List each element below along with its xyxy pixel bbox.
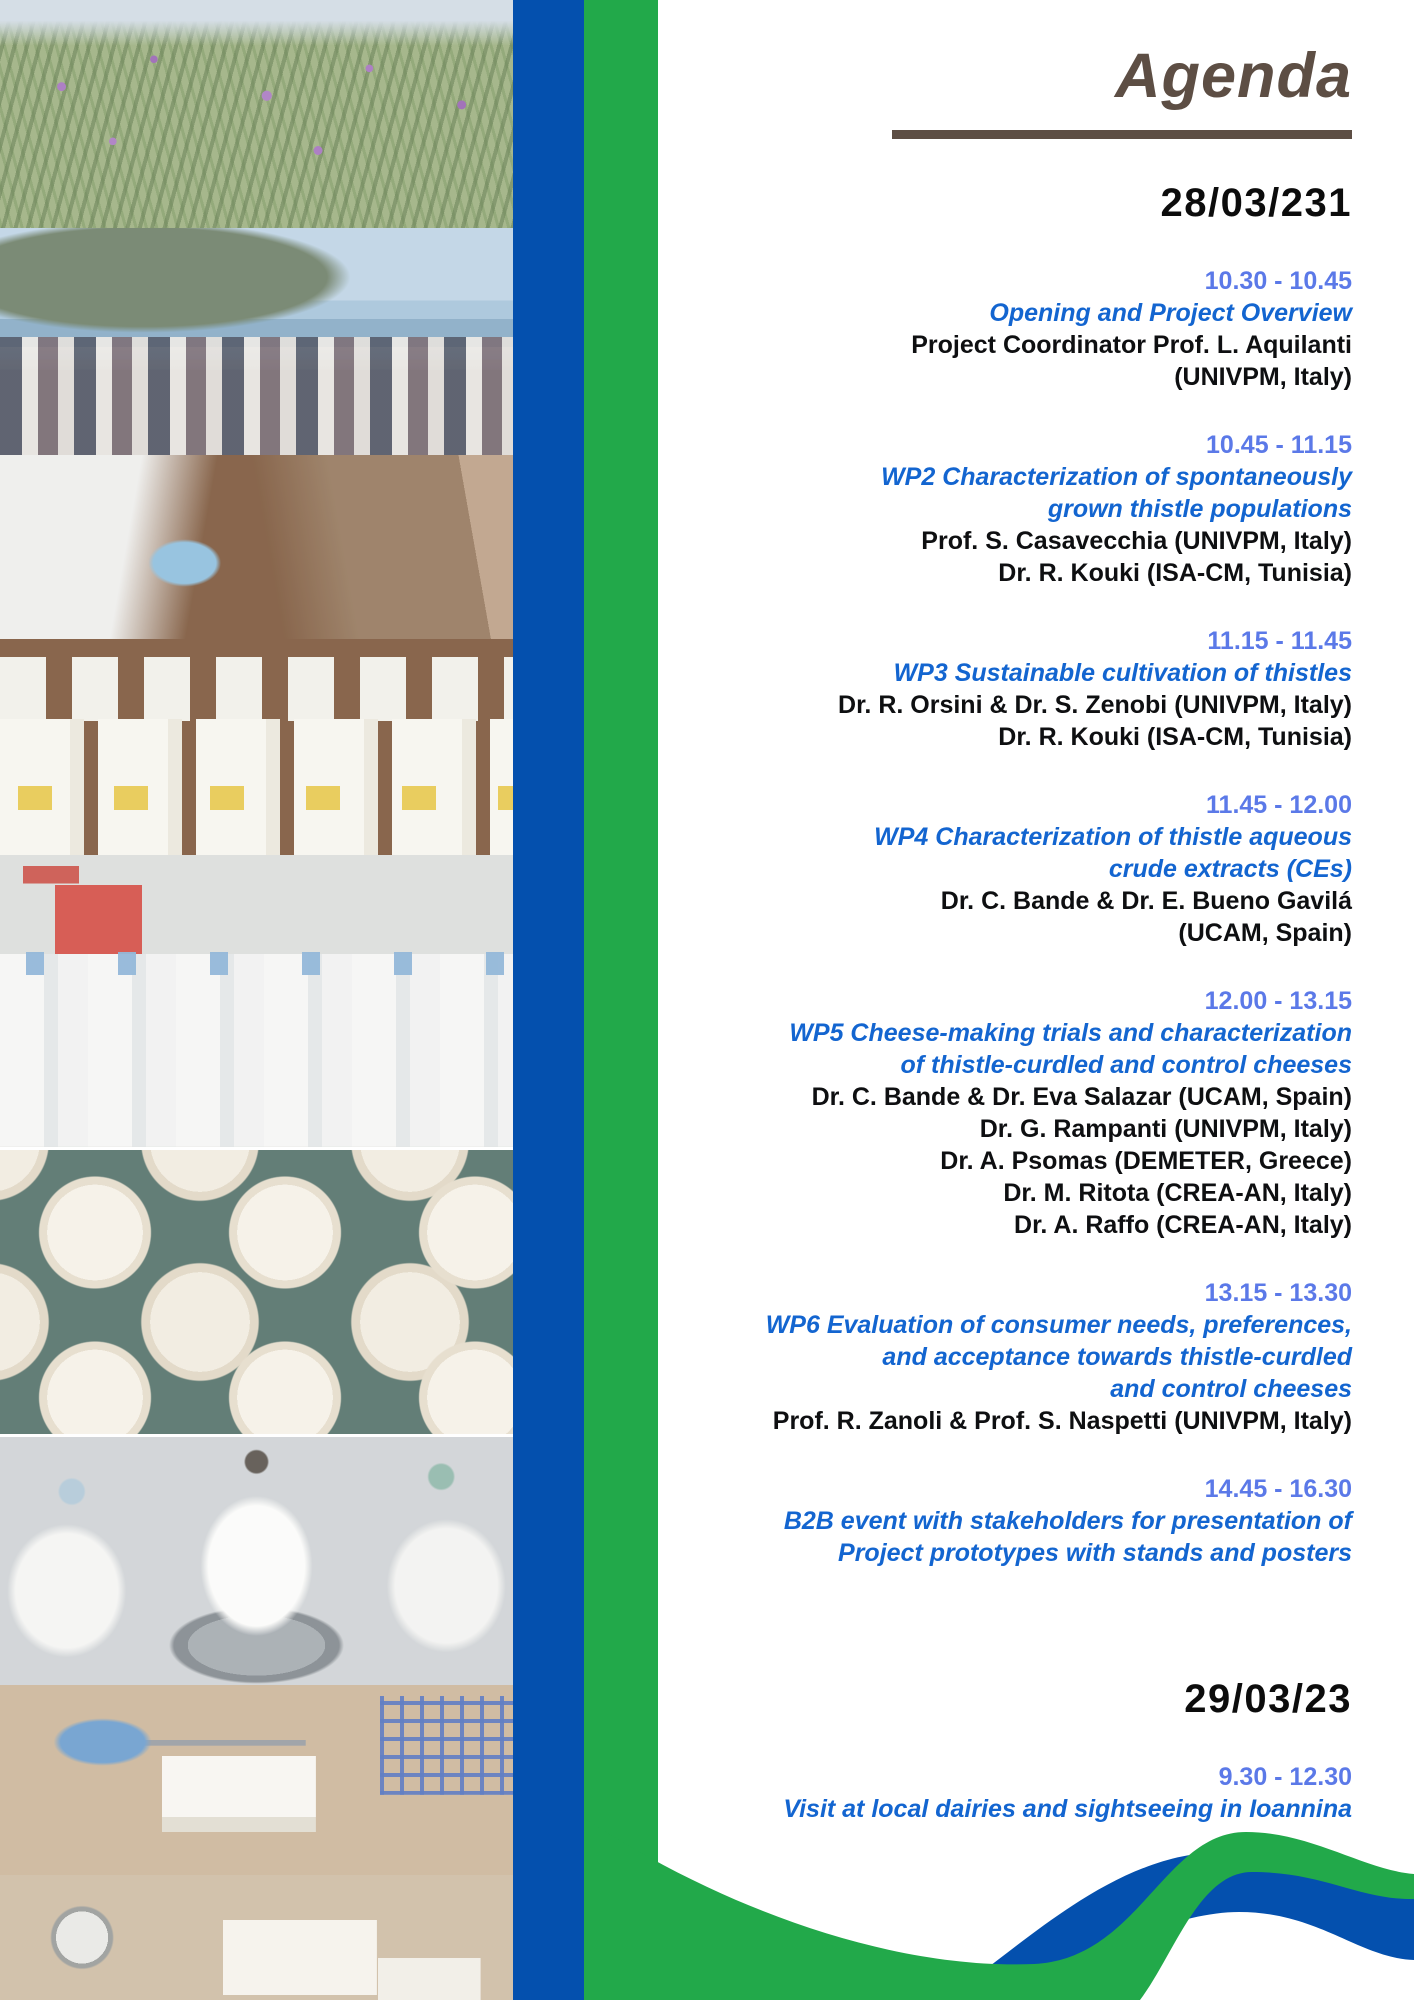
session-title-line: of thistle-curdled and control cheeses <box>900 1051 1352 1079</box>
photo-wrapped-cheeses <box>0 1150 513 1437</box>
title-underline <box>892 130 1352 139</box>
session-title-line: WP6 Evaluation of consumer needs, preferences, <box>765 1311 1352 1339</box>
session-speaker-line: Dr. R. Orsini & Dr. S. Zenobi (UNIVPM, Italy) <box>838 691 1352 719</box>
session-title <box>658 461 1352 525</box>
day-date: 28/03/231 <box>1160 181 1352 225</box>
day-date: 29/03/23 <box>1184 1677 1352 1721</box>
session-title <box>658 297 1352 329</box>
session-title <box>658 1017 1352 1081</box>
session-speaker-line: Dr. G. Rampanti (UNIVPM, Italy) <box>979 1115 1352 1143</box>
session-title-line: Project prototypes with stands and posters <box>838 1539 1352 1567</box>
session-title-line: Opening and Project Overview <box>989 299 1352 327</box>
session-speaker-line: Prof. R. Zanoli & Prof. S. Naspetti (UNIVPM, Italy) <box>772 1407 1352 1435</box>
session-speakers <box>658 689 1352 753</box>
session-time: 11.15 - 11.45 <box>1207 627 1352 655</box>
photo-thistle-field <box>0 0 513 228</box>
agenda-day <box>658 177 1352 1569</box>
session-title-line: WP2 Characterization of spontaneously <box>881 463 1352 491</box>
session-time: 9.30 - 12.30 <box>1218 1763 1352 1791</box>
session-speaker-line: Dr. R. Kouki (ISA-CM, Tunisia) <box>998 559 1352 587</box>
session-speaker-line: Dr. A. Psomas (DEMETER, Greece) <box>940 1147 1352 1175</box>
session-title <box>658 1505 1352 1569</box>
photo-curd-cups <box>0 455 513 855</box>
agenda-session <box>658 1277 1352 1437</box>
session-speaker-line: (UCAM, Spain) <box>1178 919 1352 947</box>
photo-cheese-scale <box>0 1875 513 2000</box>
session-title-line: WP4 Characterization of thistle aqueous <box>874 823 1352 851</box>
session-speaker-line: Dr. M. Ritota (CREA-AN, Italy) <box>1003 1179 1352 1207</box>
session-time: 11.45 - 12.00 <box>1206 791 1352 819</box>
vertical-stripe-blue <box>513 0 584 2000</box>
session-speakers <box>658 329 1352 393</box>
photo-lab-team <box>0 855 513 1150</box>
session-title-line: WP3 Sustainable cultivation of thistles <box>893 659 1352 687</box>
agenda-session <box>658 789 1352 949</box>
session-time: 14.45 - 16.30 <box>1204 1475 1352 1503</box>
session-title-line: grown thistle populations <box>1047 495 1352 523</box>
session-title-line: WP5 Cheese-making trials and characterization <box>789 1019 1352 1047</box>
session-speaker-line: Prof. S. Casavecchia (UNIVPM, Italy) <box>921 527 1352 555</box>
agenda-session <box>658 429 1352 589</box>
session-time: 12.00 - 13.15 <box>1204 987 1352 1015</box>
agenda-session <box>658 265 1352 393</box>
agenda-session <box>658 1473 1352 1569</box>
session-speaker-line: Dr. C. Bande & Dr. Eva Salazar (UCAM, Spain) <box>811 1083 1352 1111</box>
session-title <box>658 1309 1352 1405</box>
session-speaker-line: Dr. R. Kouki (ISA-CM, Tunisia) <box>998 723 1352 751</box>
session-time: 10.30 - 10.45 <box>1204 267 1352 295</box>
session-speaker-line: Project Coordinator Prof. L. Aquilanti <box>911 331 1352 359</box>
session-title-line: and acceptance towards thistle-curdled <box>882 1343 1352 1371</box>
bottom-wave-decoration <box>584 1760 1414 2000</box>
session-speakers <box>658 1405 1352 1437</box>
agenda-session <box>658 985 1352 1241</box>
vertical-stripe-green <box>584 0 658 2000</box>
session-title-line: B2B event with stakeholders for presentation of <box>783 1507 1352 1535</box>
session-title <box>658 657 1352 689</box>
agenda-session <box>658 625 1352 753</box>
session-speaker-line: Dr. C. Bande & Dr. E. Bueno Gavilá <box>940 887 1352 915</box>
session-title-line: and control cheeses <box>1110 1375 1352 1403</box>
session-time: 10.45 - 11.15 <box>1206 431 1352 459</box>
session-title-line: crude extracts (CEs) <box>1108 855 1352 883</box>
page-title: Agenda <box>1114 41 1352 111</box>
session-speakers <box>658 885 1352 949</box>
photo-column <box>0 0 513 2000</box>
session-speaker-line: (UNIVPM, Italy) <box>1174 363 1352 391</box>
content-column <box>658 0 1414 2000</box>
session-speakers <box>658 525 1352 589</box>
session-speaker-line: Dr. A. Raffo (CREA-AN, Italy) <box>1014 1211 1352 1239</box>
agenda-days <box>658 177 1352 1825</box>
photo-group-coast <box>0 228 513 455</box>
session-speakers <box>658 1081 1352 1241</box>
photo-cheese-cutting <box>0 1685 513 1875</box>
session-title-line: Visit at local dairies and sightseeing in Ioannina <box>783 1795 1352 1823</box>
session-title <box>658 821 1352 885</box>
session-time: 13.15 - 13.30 <box>1204 1279 1352 1307</box>
photo-cheese-vat <box>0 1437 513 1685</box>
